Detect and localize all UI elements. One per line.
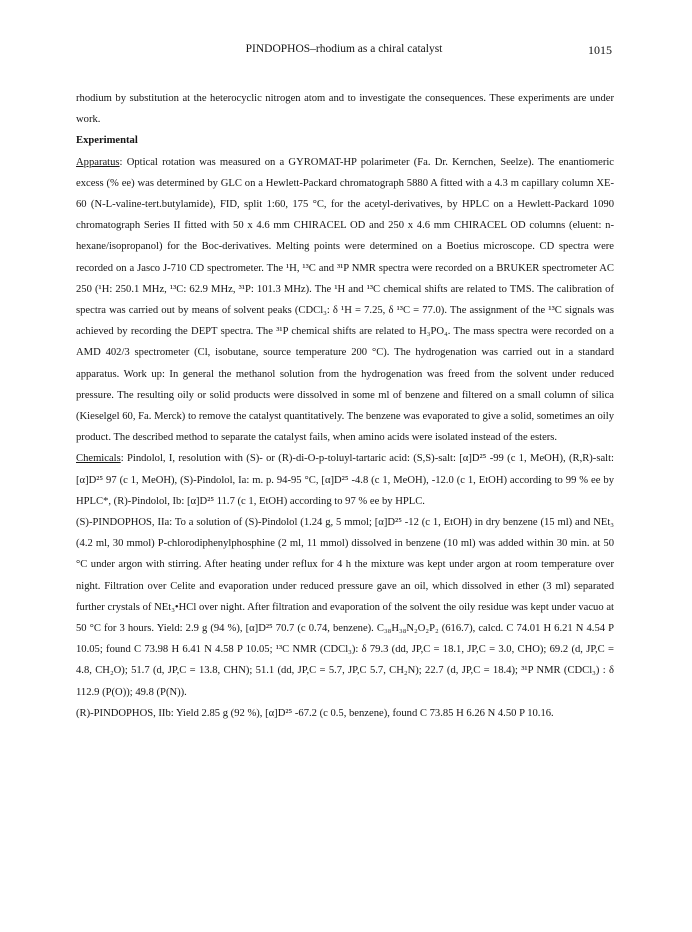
chemicals-text: : Pindolol, I, resolution with (S)- or (R)-di-O-p-toluyl-tartaric acid: (S,S)-salt: [α]D²⁵ -99 (c 1, MeOH), (R,R)-salt: [α]D²⁵ 97 (c 1, MeOH), (S)-Pindolol, Ia: m. p. 94-95 °C, [α]D²⁵ -4.8 (c 1, MeOH), -12.0 (c 1, EtOH) according to 99 % ee by HPLC*, (R)-Pindolol, Ib: [α]D²⁵ 11.7 (c 1, EtOH) according to 97 % ee by HPLC. <box>76 453 614 507</box>
apparatus-paragraph <box>76 152 614 449</box>
running-title: PINDOPHOS–rhodium as a chiral catalyst <box>245 43 443 55</box>
apparatus-label: Apparatus <box>76 156 120 168</box>
chemicals-label: Chemicals <box>76 453 121 465</box>
r-pindophos-paragraph: (R)-PINDOPHOS, IIb: Yield 2.85 g (92 %), [α]D²⁵ -67.2 (c 0.5, benzene), found C 73.85 H 6.26 N 4.50 P 10.16. <box>76 707 554 719</box>
s-pindophos-paragraph: (S)-PINDOPHOS, IIa: To a solution of (S)-Pindolol (1.24 g, 5 mmol; [α]D²⁵ -12 (c 1, EtOH) in dry benzene (15 ml) and NEt₃ (4.2 ml, 30 mmol) P-chlorodiphenylphosphine (2 ml, 11 mmol) dissolved in benzene (10 ml) was added within 30 min. at 50 °C under argon with stirring. After heating under reflux for 4 h the mixture was kept under argon at room temperature over night. Filtration over Celite and evaporation under reduced pressure gave an oil, which dissolved in ether (3 ml) separated further crystals of NEt₃•HCl over night. After filtration and evaporation of the solvent the oily residue was kept under vacuo at 50 °C for 3 hours. Yield: 2.9 g (94 %), [α]D²⁵ 70.7 (c 0.74, benzene). C₃₈H₃₈N₂O₂P₂ (616.7), calcd. C 74.01 H 6.21 N 4.54 P 10.05; found C 73.98 H 6.41 N 4.58 P 10.05; ¹³C NMR (CDCl₃): δ 79.3 (dd, JP,C = 18.1, JP,C = 3.0, CHO); 69.2 (d, JP,C = 4.8, CH₂O); 51.7 (d, JP,C = 13.8, CHN); 51.1 (dd, JP,C = 5.7, JP,C 5.7, CH₂N); 22.7 (d, JP,C = 18.4); ³¹P NMR (CDCl₃) : δ 112.9 (P(O)); 49.8 (P(N)). <box>76 517 614 698</box>
experimental-heading: Experimental <box>76 135 138 147</box>
body-text <box>76 88 614 724</box>
running-head <box>76 43 612 61</box>
intro-paragraph: rhodium by substitution at the heterocyclic nitrogen atom and to investigate the consequences. These experiments are under work. <box>76 93 614 126</box>
apparatus-text: : Optical rotation was measured on a GYROMAT-HP polarimeter (Fa. Dr. Kernchen, Seelze). The enantiomeric excess (% ee) was determined by GLC on a Hewlett-Packard chromatograph 5880 A fitted with a 4.3 m capillary column XE-60 (N-L-valine-tert.butylamide), FID, split 1:60, 175 °C, for the acetyl-derivatives, by HPLC on a Hewlett-Packard 1090 chromatograph Series II fitted with 50 x 4.6 mm CHIRACEL OD and 250 x 4.6 mm CHIRACEL OD columns (eluent: n-hexane/isopropanol) for the Boc-derivatives. Melting points were determined on a Boetius microscope. CD spectra were recorded on a Jasco J-710 CD spectrometer. The ¹H, ¹³C and ³¹P NMR spectra were recorded on a BRUKER spectrometer AC 250 (¹H: 250.1 MHz, ¹³C: 62.9 MHz, ³¹P: 101.3 MHz). The ¹H and ¹³C chemical shifts are related to TMS. The calibration of spectra was carried out by means of solvent peaks (CDCl₃: δ ¹H = 7.25, δ ¹³C = 77.0). The assignment of the ¹³C signals was achieved by recording the DEPT spectra. The ³¹P chemical shifts are related to H₃PO₄. The mass spectra were recorded on a AMD 402/3 spectrometer (Cl, isobutane, source temperature 200 °C). The hydrogenation was carried out in a standard apparatus. Work up: In general the methanol solution from the hydrogenation was freed from the solvent under reduced pressure. The resulting oily or solid products were dissolved in some ml of benzene and filtered on a small column of silica (Kieselgel 60, Fa. Merck) to remove the catalyst quantitatively. The benzene was evaporated to give a solid, sometimes an oily product. The described method to separate the catalyst fails, when amino acids were isolated instead of the esters. <box>76 156 614 444</box>
page-number: 1015 <box>588 43 612 57</box>
chemicals-paragraph <box>76 448 614 512</box>
